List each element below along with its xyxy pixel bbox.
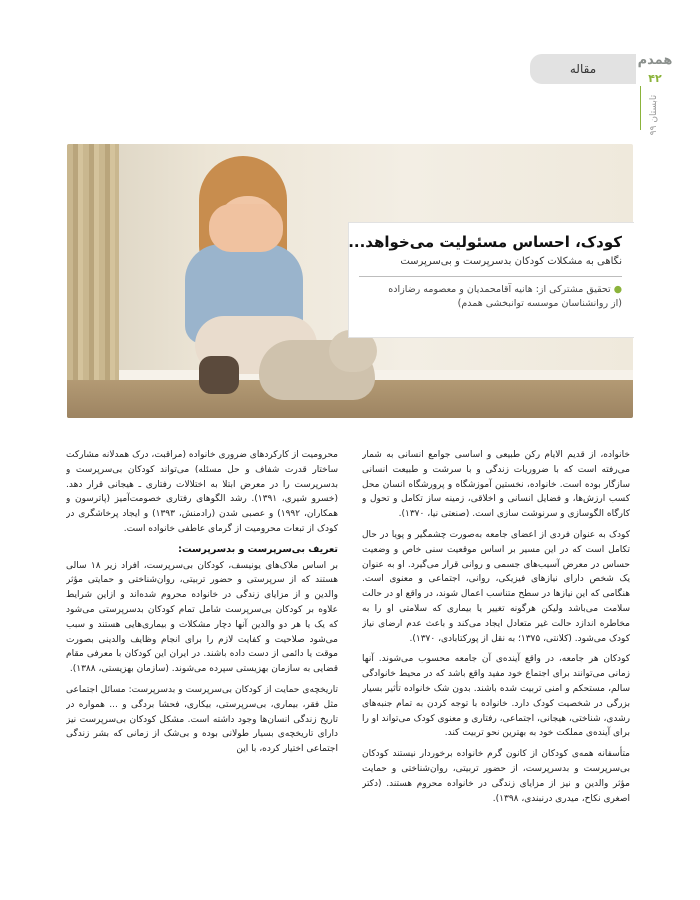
paragraph: متأسفانه همه‌ی کودکان از کانون گرم خانواده برخوردار نیستند کودکان بی‌سرپرست و بدسرپرست، از حضور تربیتی، روان‌شناختی و حمایت مؤثر والدین و نیز از مزایای زندگی در خانواده محروم هستند. (دکتر اصغری نکاح، میدری درنبندی، ۱۳۹۸). bbox=[362, 749, 630, 804]
body-column-right bbox=[362, 448, 630, 848]
paragraph: محرومیت از کارکردهای ضروری خانواده (مراقبت، درک همدلانه مشارکت ساختار قدرت شفاف و حل مسئله) می‌تواند کودکان بی‌سرپرست و بدسرپرست را در معرض ابتلا به اختلالات رفتاری ـ هیجانی قرار دهد. (خسرو شیری، ۱۳۹۱). رشد الگوهای رفتاری خصومت‌آمیز (پاترسون و همکاران، ۱۹۹۲) و عصبی شدن (رادمنش، ۱۳۹۳) و ایجاد پرخاشگری در کودک از تبعات محرومیت از گرمای عاطفی خانواده است. bbox=[66, 450, 338, 534]
title-divider bbox=[359, 276, 622, 277]
section-tab bbox=[530, 54, 636, 84]
page-number: ۴۲ bbox=[648, 72, 662, 85]
author-affiliation: (از روانشناسان موسسه توانبخشی همدم) bbox=[457, 298, 622, 309]
child-boot-illustration bbox=[199, 356, 239, 394]
side-divider bbox=[640, 86, 641, 130]
section-heading: تعریف بی‌سرپرست و بدسرپرست: bbox=[178, 543, 338, 555]
article-title-box bbox=[348, 222, 634, 338]
section-label: مقاله bbox=[569, 62, 597, 76]
issue-label: تابستان ۹۹ bbox=[649, 94, 659, 136]
paragraph: تاریخچه‌ی حمایت از کودکان بی‌سرپرست و بدسرپرست: مسائل اجتماعی مثل فقر، بیماری، بی‌سرپرستی، بیکاری، فحشا بردگی و ... همواره در تاریخ زندگی انسان‌ها وجود داشته است. مشکل کودکان بی‌سرپرست نیز دارای تاریخچه‌ی بسیار طولانی بوده و بی‌شک از زمانی که بشر زندگی اجتماعی اختیار کرده، با این bbox=[66, 684, 338, 755]
paragraph: بر اساس ملاک‌های یونیسف، کودکان بی‌سرپرست، افراد زیر ۱۸ سالی هستند که از سرپرستی و حضور تربیتی، روان‌شناختی و حمایتی مؤثر والدین و از مزایای زندگی در خانواده محروم شده‌اند و ازاین شرایط علاوه بر کودکان بی‌سرپرست شامل تمام کودکان بدسرپرستی می‌شود که یک یا هر دو والدین آنها دچار مشکلات و بیماری‌هایی هستند و سبب می‌شود صلاحیت و کفایت لازم را برای انجام وظایف والدینی بصورت موقت یا دائمی از دست داده باشند. در ایران این کودکان با معرفی مقام قضایی به سازمان بهزیستی سپرده می‌شوند. (سازمان بهزیستی، ۱۳۸۸). bbox=[66, 560, 338, 675]
author-line bbox=[359, 283, 622, 297]
article-title: کودک، احساس مسئولیت می‌خواهد... bbox=[348, 233, 622, 251]
baseboard-illustration bbox=[119, 370, 633, 380]
magazine-logo: همدم bbox=[637, 52, 673, 68]
paragraph: کودکان هر جامعه، در واقع آینده‌ی آن جامعه محسوب می‌شوند. آنها زمانی می‌توانند برای اجتماع خود مفید واقع باشد که در محیط خانوادگی سالم، مستحکم و امنی تربیت شده باشند. بدون شک خانواده تأثیر بسیار بزرگی در شخصیت کودک دارد. خانواده با توجه کردن به تمام جنبه‌های رشدی، شناختی، هیجانی، اجتماعی، رفتاری و معنوی کودک می‌تواند او را برای آینده‌ی مملکت خود به بهترین نحو تربیت کند. bbox=[362, 654, 630, 739]
curtain-illustration bbox=[67, 144, 119, 418]
child-hands-illustration bbox=[209, 204, 283, 252]
bullet-icon: ● bbox=[610, 284, 622, 295]
article-subtitle: نگاهی به مشکلات کودکان بدسرپرست و بی‌سرپرست bbox=[400, 256, 622, 267]
body-column-left bbox=[66, 448, 338, 848]
paragraph: کودک به عنوان فردی از اعضای جامعه به‌صورت چشمگیر و پویا در حال تکامل است که در این مسیر بر اساس موقعیت سنی خاص و وضعیت حساس در معرض آسیب‌های جسمی و روانی قرار می‌گیرد. او به عنوان یک شخص دارای نیازهای فیزیکی، روانی، اجتماعی و معنوی است. هنگامی که این نیازها در سطح متناسب اعمال شوند، در واقع او در حالت سلامت می‌باشد ولیکن هرگونه تغییر یا بیماری که سلامتی او را به مخاطره اندازد حالت غیر متعادل ایجاد می‌کند و باعث عدم ارضای نیاز کودک می‌شود. (کلانتی، ۱۳۷۵؛ به نقل از پورکتابادی، ۱۳۷۰). bbox=[362, 529, 630, 644]
paragraph: خانواده، از قدیم الایام رکن طبیعی و اساسی جوامع انسانی به شمار می‌رفته است که با ضروریات زندگی و با سرشت و طبیعت انسانی سازگار بوده است. خانواده، نخستین آموزشگاه و پرورشگاه انسان محل کسب ارزش‌ها، و فضایل انسانی و اخلاقی، زمینه ساز تکامل و تحول و کارگاه الگوسازی و سرنوشت سازی است. (صنعتی نیا، ۱۳۷۰). bbox=[362, 450, 630, 520]
author-names: تحقیق مشترکی از: هانیه آقامحمدیان و معصومه رضازاده bbox=[388, 284, 611, 295]
